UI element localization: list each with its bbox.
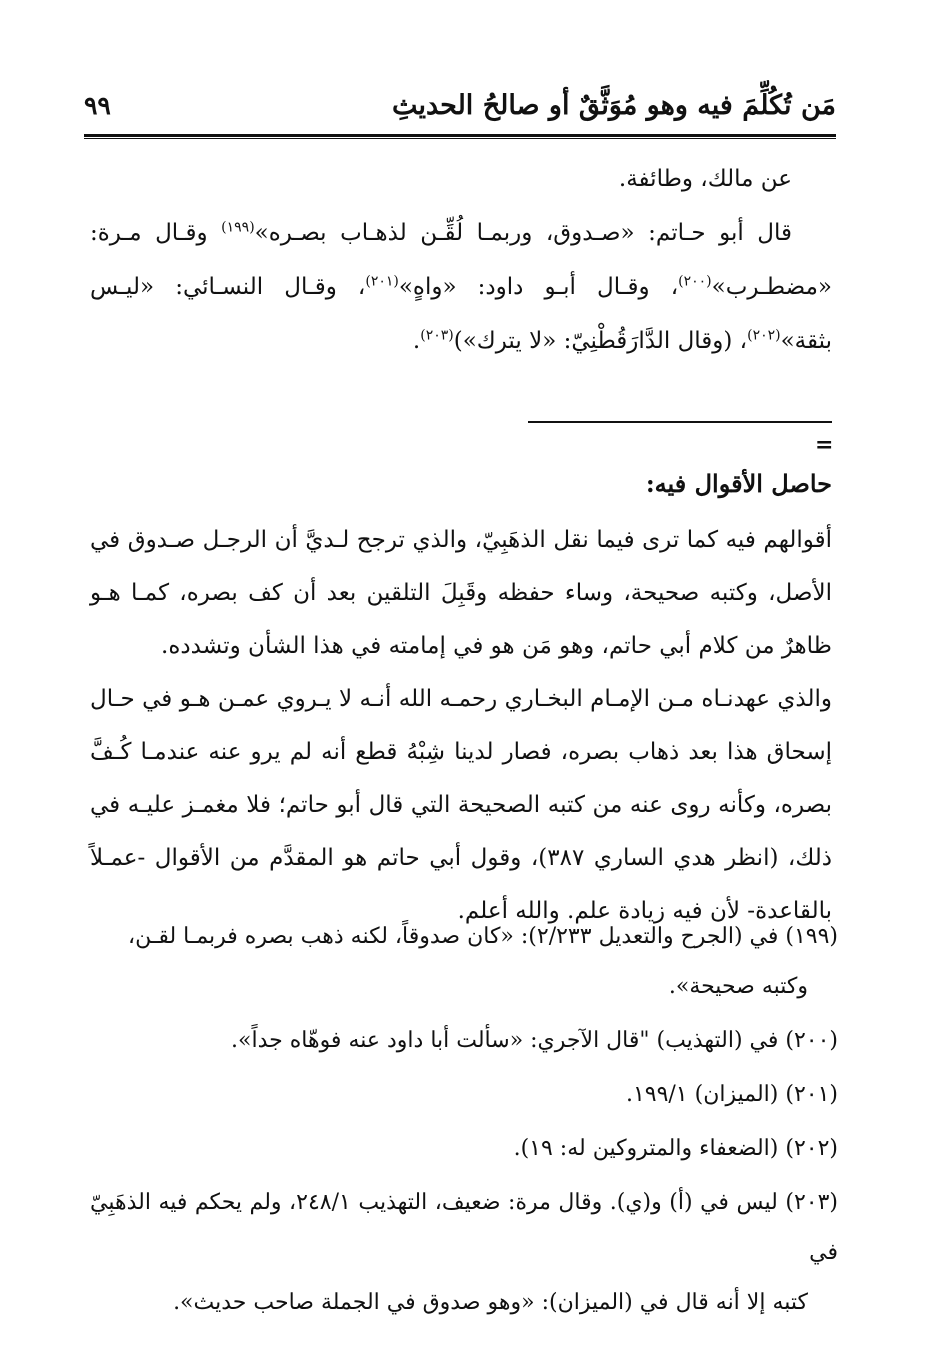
footnote-203 [90, 1178, 838, 1328]
page-number: ٩٩ [84, 90, 111, 120]
footnote-text: (١٩٩) في (الجرح والتعديل ٢/٢٣٣): «كان صدوقاً، لكنه ذهب بصره فربمـا لقـن، [128, 924, 838, 949]
intro-paragraph [90, 206, 832, 368]
footnote-ref-202[interactable]: (٢٠٢) [747, 327, 781, 344]
footnote-text: (٢٠٣) ليس في (أ) و(ي). وقال مرة: ضعيف، التهذيب ٢٤٨/١، ولم يحكم فيه الذهَبِيّ في [90, 1190, 838, 1265]
section-separator [528, 421, 832, 423]
footnote-continuation: كتبه إلا أنه قال في (الميزان): «وهو صدوق في الجملة صاحب حديث». [173, 1290, 808, 1315]
footnote-ref-203[interactable]: (٢٠٣) [420, 327, 454, 344]
intro-block [90, 152, 832, 368]
section-paragraph-1: أقوالهم فيه كما ترى فيما نقل الذهَبِيّ، والذي ترجح لـديَّ أن الرجـل صـدوق في الأصل، وكتبه صحيحة، وساء حفظه وقَبِلَ التلقين بعد أن كف بصره، كمـا هـو ظاهرٌ من كلام أبي حاتم، وهو مَن هو في إمامته في هذا الشأن وتشدده. [90, 527, 832, 659]
section-heading: حاصل الأقوال فيه: [645, 469, 832, 498]
footnote-text: (٢٠٢) (الضعفاء والمتروكين له: ١٩). [513, 1136, 838, 1161]
running-header [84, 76, 836, 137]
footnote-ref-199[interactable]: (١٩٩) [221, 219, 255, 236]
footnote-ref-200[interactable]: (٢٠٠) [678, 273, 712, 290]
footnote-continuation: وكتبه صحيحة». [668, 974, 808, 999]
footnote-text: (٢٠١) (الميزان) ١٩٩/١. [625, 1082, 838, 1107]
header-rule [84, 138, 836, 139]
footnote-200 [90, 1016, 838, 1066]
footnotes [90, 912, 838, 1332]
separator-mark: = [815, 432, 834, 458]
header-title: مَن تُكُلِّمَ فيه وهو مُوَثَّقٌ أو صالحُ الحديثِ [391, 89, 836, 121]
footnote-199 [90, 912, 838, 1012]
section-body [90, 514, 832, 938]
intro-text-c: ، وقـال أبـو داود: «واهٍ» [398, 274, 679, 300]
intro-text-b: وقـال مـرة: «مضطـرب» [90, 220, 832, 300]
intro-text-a: قال أبو حـاتم: «صـدوق، وربمـا لُقِّـن لذهـاب بصـره» [254, 220, 793, 246]
intro-text-f: . [412, 328, 421, 354]
footnote-ref-201[interactable]: (٢٠١) [365, 273, 399, 290]
footnote-text: (٢٠٠) في (التهذيب) "قال الآجري: «سألت أبا داود عنه فوهّاه جداً». [231, 1028, 838, 1053]
footnote-201 [90, 1070, 838, 1120]
intro-line: عن مالك، وطائفة. [618, 166, 792, 192]
intro-text-e: ، (وقال الدَّارَقُطْنِيّ: «لا يترك») [453, 328, 748, 354]
footnote-202 [90, 1124, 838, 1174]
section-paragraph-2: والذي عهدنـاه مـن الإمـام البخـاري رحمـه الله أنـه لا يـروي عمـن هـو في حـال إسحاق هذا بعد ذهاب بصره، فصار لدينا شِبْهُ قطع أنه لم يرو عنه عندمـا كُـفَّ بصره، وكأنه روى عنه من كتبه الصحيحة التي قال أبو حاتم؛ فلا مغمـز عليـه في ذلك، (انظر هدي الساري ٣٨٧)، وقول أبي حاتم هو المقدَّم من الأقوال -عمـلاً بالقاعدة- لأن فيه زيادة علم. والله أعلم. [90, 686, 832, 924]
intro-text-d: ، وقـال النسـائي: «ليـس بثقة» [90, 274, 832, 354]
